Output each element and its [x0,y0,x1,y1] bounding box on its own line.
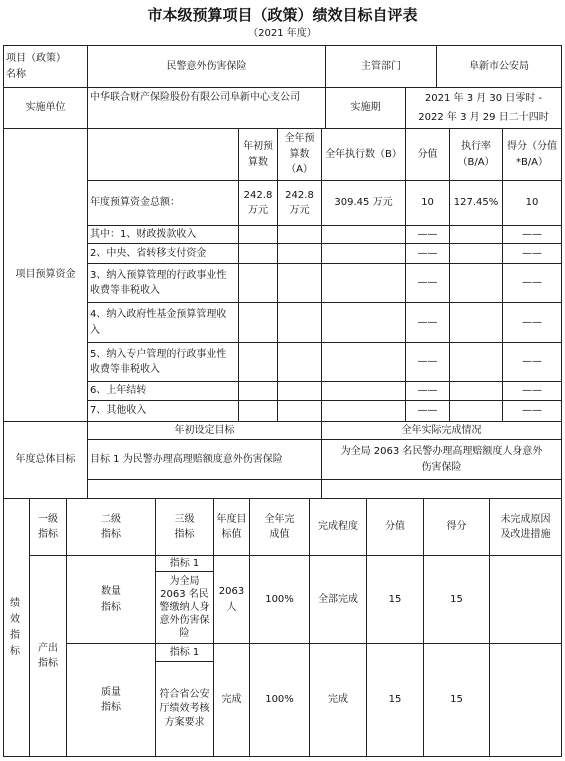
quality-indicator: 质量指标 [101,686,121,713]
h-level1: 一级指标 [38,513,58,540]
dash-cell: —— [417,277,438,289]
total-label: 年度预算资金总额： [90,197,180,209]
dept-value: 阜新市公安局 [469,60,529,72]
h-actual: 全年完成值 [264,513,295,540]
dash-cell: —— [417,228,438,240]
h-target: 年度目标值 [216,513,247,540]
project-name-label: 项目（政策）名称 [6,53,66,80]
document-title: 市本级预算项目（政策）绩效目标自评表 [147,6,418,24]
level3-text: 符合省公安厅绩效考核方案要求 [159,689,210,728]
total-got-score: 10 [525,197,539,209]
h-reason: 未完成原因及改进措施 [500,513,551,540]
col-score: 分值 [417,148,438,160]
got-value: 15 [450,694,463,706]
budget-row-label: 4、纳入政府性基金预算管理收入 [90,309,227,336]
budget-row-label: 2、中央、省转移支付资金 [90,247,207,259]
score-value: 15 [388,593,402,605]
goal-actual-head: 全年实际完成情况 [401,424,482,436]
col-got-score: 得分（分值*B/A） [507,141,557,168]
output-indicator-label: 产出指标 [38,642,58,669]
col-initial-budget: 年初预算数 [243,141,273,168]
budget-row-label: 7、其他收入 [90,405,147,417]
target-value: 完成 [221,694,242,706]
level3-text: 为全局 2063 名民警缴纳人身意外伤害保险 [159,576,210,639]
period-label: 实施期 [350,102,381,114]
col-exec-rate: 执行率（B/A） [457,141,495,168]
col-full-budget: 全年预算数（A） [284,133,315,176]
col-executed: 全年执行数（B） [325,148,402,160]
target-value: 2063 人 [218,586,245,613]
perf-section-label: 绩效指标 [10,597,20,657]
h-score: 分值 [385,521,405,533]
quantity-indicator: 数量指标 [101,586,121,613]
unit-value: 中华联合财产保险股份有限公司阜新中心支公司 [90,92,300,104]
indicator-tag: 指标 1 [169,646,200,658]
unit-label: 实施单位 [25,102,66,114]
total-initial: 242.8 万元 [243,189,273,216]
dash-cell: —— [522,356,542,368]
budget-section-label: 项目预算资金 [15,269,76,281]
dash-cell: —— [417,316,438,328]
dash-cell: —— [522,247,542,259]
budget-row-label: 3、纳入预算管理的行政事业性收费等非税收入 [90,269,227,296]
dash-cell: —— [417,385,438,397]
total-exec-rate: 127.45% [453,197,499,209]
h-degree: 完成程度 [318,521,358,533]
total-score: 10 [421,197,434,209]
project-name-value: 民警意外伤害保险 [166,60,247,72]
degree-value: 全部完成 [318,593,358,605]
goal-actual-text: 为全局 2063 名民警办理高理赔额度人身意外伤害保险 [340,446,543,473]
total-executed: 309.45 万元 [334,197,393,209]
dash-cell: —— [522,405,542,417]
h-got: 得分 [446,521,467,533]
indicator-tag: 指标 1 [169,557,200,569]
dash-cell: —— [522,277,542,289]
dash-cell: —— [522,316,542,328]
budget-row-label: 其中：1、财政拨款收入 [90,228,197,240]
period-line1: 2021 年 3 月 30 日零时 - [424,92,543,104]
degree-value: 完成 [328,694,348,706]
budget-row-label: 5、纳入专户管理的行政事业性收费等非税收入 [90,348,227,375]
dept-label: 主管部门 [361,60,401,72]
goal-initial-text: 目标 1 为民警办理高理赔额度意外伤害保险 [90,453,283,465]
dash-cell: —— [417,405,438,417]
total-full: 242.8 万元 [285,189,314,216]
h-level3: 三级指标 [174,513,195,540]
goal-initial-head: 年初设定目标 [174,424,235,436]
h-level2: 二级指标 [101,513,121,540]
score-value: 15 [388,694,402,706]
dash-cell: —— [522,228,542,240]
document-year: （2021 年度） [248,28,317,39]
evaluation-table [3,45,562,757]
actual-value: 100% [265,694,294,706]
dash-cell: —— [522,385,542,397]
actual-value: 100% [265,593,294,605]
got-value: 15 [450,593,463,605]
dash-cell: —— [417,356,438,368]
dash-cell: —— [417,247,438,259]
budget-row-label: 6、上年结转 [90,385,147,397]
period-line2: 2022 年 3 月 29 日二十四时 [418,111,549,123]
goal-section-label: 年度总体目标 [15,454,76,466]
